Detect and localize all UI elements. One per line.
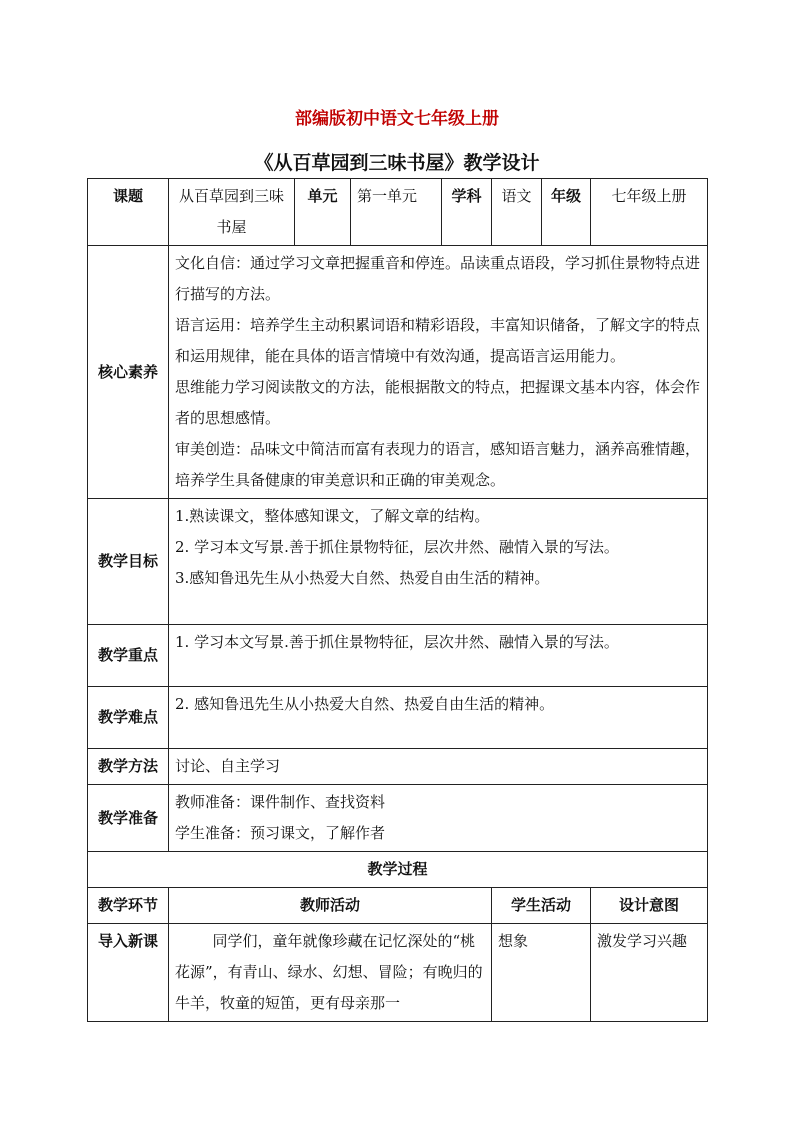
preparation-label: 教学准备 xyxy=(88,785,169,852)
methods-row xyxy=(88,749,708,785)
subject-value: 语文 xyxy=(492,179,542,246)
difficulties-label: 教学难点 xyxy=(88,687,169,749)
objectives-row xyxy=(88,499,708,625)
core-paragraph: 语言运用：培养学生主动积累词语和精彩语段，丰富知识储备，了解文字的特点和运用规律，能在具体的语言情境中有效沟通，提高语言运用能力。 xyxy=(175,316,701,365)
process-row xyxy=(88,924,708,1022)
core-paragraph: 思维能力学习阅读散文的方法，能根据散文的特点，把握课文基本内容，体会作者的思想感情。 xyxy=(175,378,701,427)
unit-value: 第一单元 xyxy=(351,179,442,246)
teacher-preparation: 教师准备：课件制作、查找资料 xyxy=(175,793,386,811)
design-intent-header: 设计意图 xyxy=(591,888,708,924)
methods-label: 教学方法 xyxy=(88,749,169,785)
design-intent-cell: 激发学习兴趣 xyxy=(591,924,708,1022)
grade-value: 七年级上册 xyxy=(591,179,708,246)
stage-header: 教学环节 xyxy=(88,888,169,924)
objective-item: 3.感知鲁迅先生从小热爱大自然、热爱自由生活的精神。 xyxy=(175,569,550,587)
document-title: 《从百草园到三味书屋》教学设计 xyxy=(254,152,540,174)
core-paragraph: 审美创造：品味文中简洁而富有表现力的语言，感知语言魅力，涵养高雅情趣，培养学生具备健康的审美意识和正确的审美观念。 xyxy=(175,440,701,489)
key-points-text: 1. 学习本文写景.善于抓住景物特征，层次井然、融情入景的写法。 xyxy=(169,625,708,687)
student-activity-cell: 想象 xyxy=(492,924,591,1022)
lesson-plan-table xyxy=(87,178,708,1022)
preparation-row xyxy=(88,785,708,852)
key-points-row xyxy=(88,625,708,687)
preparation-content xyxy=(169,785,708,852)
teacher-activity-header: 教师活动 xyxy=(169,888,492,924)
objectives-content xyxy=(169,499,708,625)
grade-label: 年级 xyxy=(542,179,591,246)
objective-item: 1.熟读课文，整体感知课文，了解文章的结构。 xyxy=(175,507,490,525)
difficulties-text: 2. 感知鲁迅先生从小热爱大自然、热爱自由生活的精神。 xyxy=(169,687,708,749)
stage-cell: 导入新课 xyxy=(88,924,169,1022)
teacher-activity-cell: 同学们，童年就像珍藏在记忆深处的“桃花源”，有青山、绿水、幻想、冒险；有晚归的牛羊，牧童的短笛，更有母亲那一 xyxy=(169,924,492,1022)
subject-label: 学科 xyxy=(442,179,492,246)
core-paragraph: 文化自信：通过学习文章把握重音和停连。品读重点语段，学习抓住景物特点进行描写的方法。 xyxy=(175,254,701,303)
key-points-label: 教学重点 xyxy=(88,625,169,687)
process-title-row xyxy=(88,852,708,888)
course-value: 从百草园到三味书屋 xyxy=(169,179,295,246)
core-row xyxy=(88,246,708,499)
document-subtitle: 部编版初中语文七年级上册 xyxy=(295,109,499,129)
methods-text: 讨论、自主学习 xyxy=(169,749,708,785)
student-preparation: 学生准备：预习课文，了解作者 xyxy=(175,824,386,842)
objectives-label: 教学目标 xyxy=(88,499,169,625)
core-content xyxy=(169,246,708,499)
course-label: 课题 xyxy=(88,179,169,246)
objective-item: 2. 学习本文写景.善于抓住景物特征，层次井然、融情入景的写法。 xyxy=(175,538,619,556)
core-label: 核心素养 xyxy=(88,246,169,499)
unit-label: 单元 xyxy=(295,179,351,246)
process-title: 教学过程 xyxy=(88,852,708,888)
info-row xyxy=(88,179,708,246)
student-activity-header: 学生活动 xyxy=(492,888,591,924)
difficulties-row xyxy=(88,687,708,749)
process-header-row xyxy=(88,888,708,924)
